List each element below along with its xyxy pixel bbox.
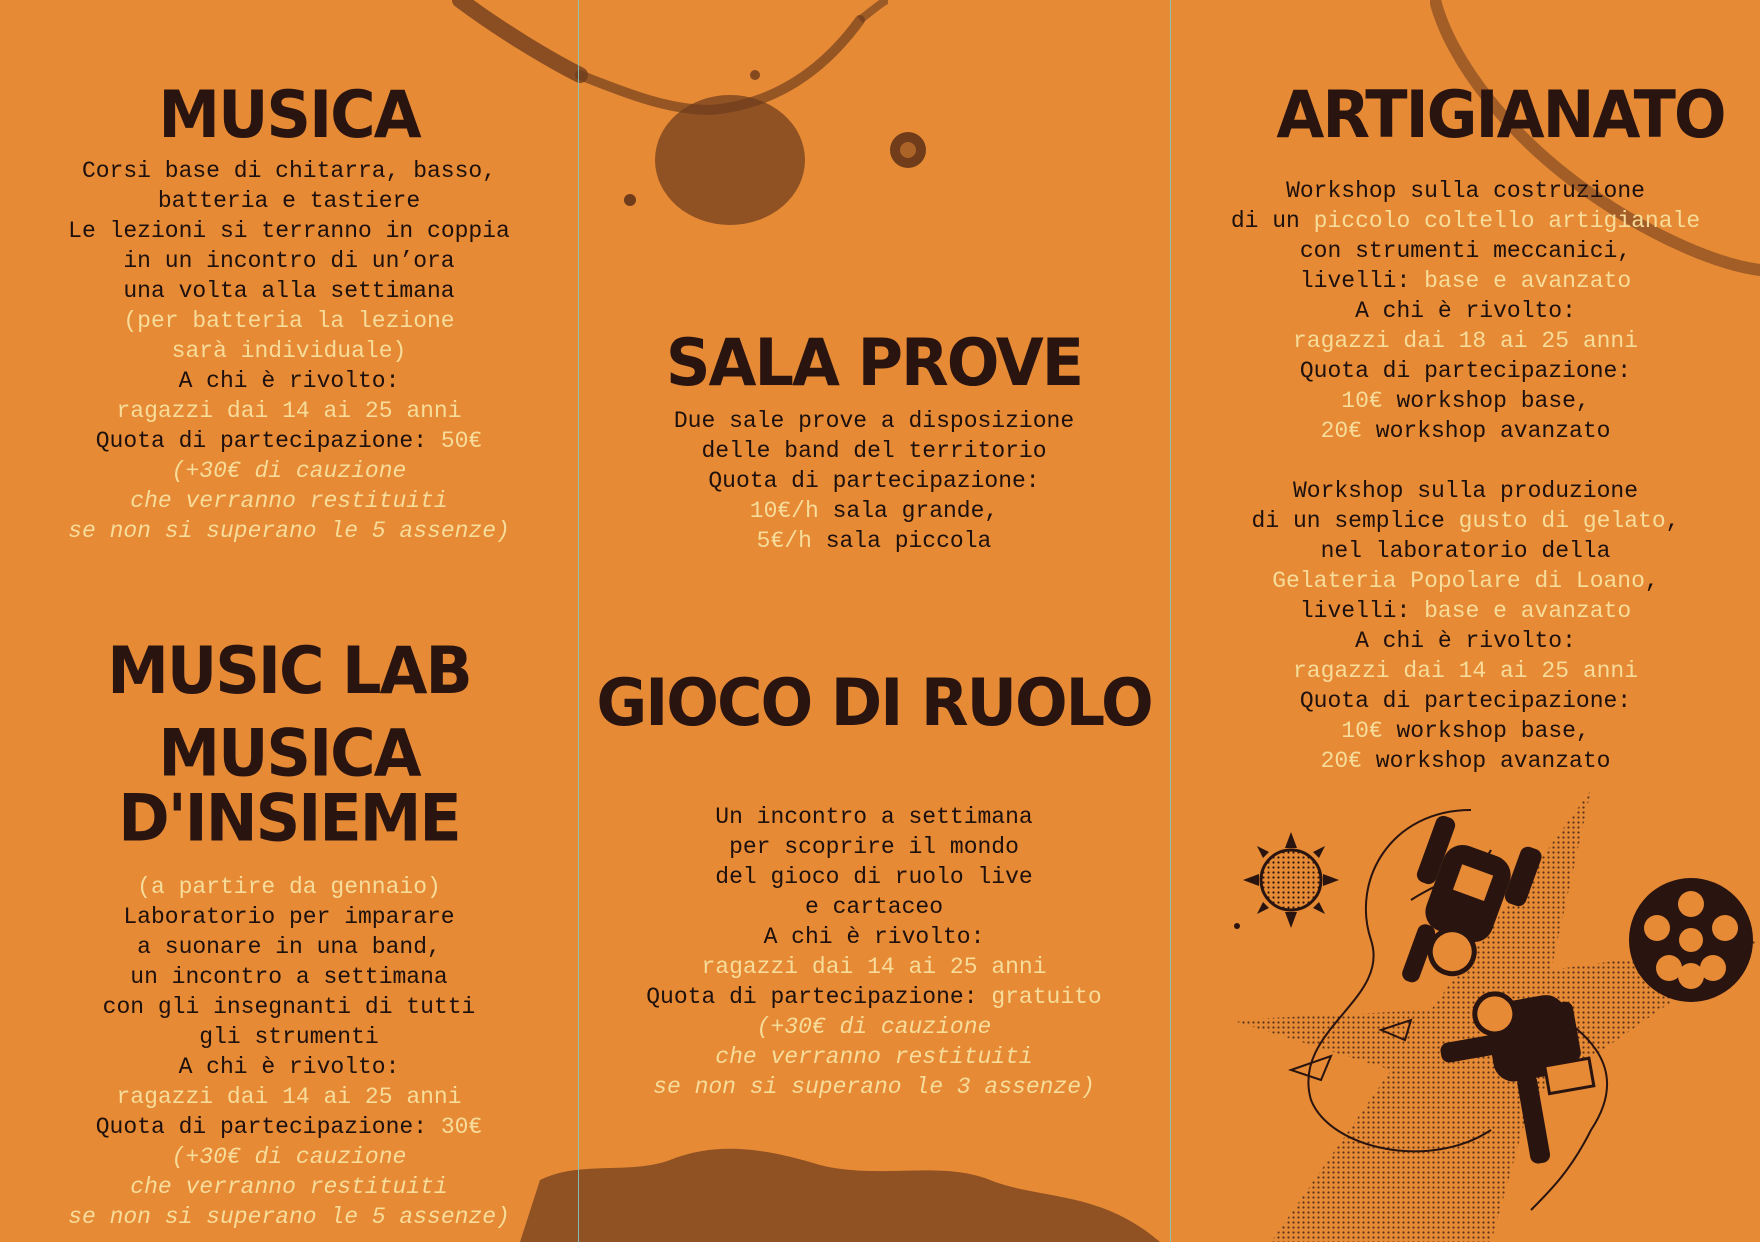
panel-right [1171, 0, 1760, 1242]
artigianato-body: Workshop sulla costruzione di un piccolo coltello artigianale con strumenti meccanici, livelli: base e avanzato A chi è rivolto: ragazzi dai 18 ai 25 anni Quota di partecipazione: 10€ workshop base, 20€ workshop avanzato Workshop sulla produzione di un semplice gusto di gelato, nel laboratorio della Gelateria Popolare di Loano, livelli: base e avanzato A chi è rivolto: ragazzi dai 14 ai 25 anni Quota di partecipazione: 10€ workshop base, 20€ workshop avanzato [1230, 178, 1701, 774]
astronauts-illustration [1171, 770, 1760, 1242]
panel-middle [578, 0, 1170, 1242]
film-reel-icon [1629, 878, 1753, 1002]
heading-musica-dinsieme: MUSICA D'INSIEME [118, 714, 460, 857]
sun-icon [1243, 832, 1339, 928]
heading-artigianato: ARTIGIANATO [1276, 76, 1725, 153]
heading-musica: MUSICA [158, 76, 420, 153]
gioco-di-ruolo-body: Un incontro a settimana per scoprire il mondo del gioco di ruolo live e cartaceo A chi è rivolto: ragazzi dai 14 ai 25 anni Quota di partecipazione: gratuito (+30€ di cauzione che verranno restituiti se non si superano le 3 assenze) [646, 804, 1102, 1100]
section-musica [0, 76, 578, 546]
sala-prove-body: Due sale prove a disposizione delle band del territorio Quota di partecipazione: 10€/h sala grande, 5€/h sala piccola [673, 408, 1075, 554]
heading-music-lab: MUSIC LAB [107, 632, 471, 709]
section-gioco-di-ruolo [578, 664, 1170, 1102]
section-artigianato [1171, 76, 1760, 776]
musica-body: Corsi base di chitarra, basso, batteria e tastiere Le lezioni si terranno in coppia in un incontro di un’ora una volta alla settimana (per batteria la lezione sarà individuale) A chi è rivolto: ragazzi dai 14 ai 25 anni Quota di partecipazione: 50€ (+30€ di cauzione che verranno restituiti se non si superano le 5 assenze) [68, 158, 510, 544]
heading-sala-prove: SALA PROVE [665, 324, 1083, 401]
section-music-lab [0, 632, 578, 1232]
section-sala-prove [578, 324, 1170, 556]
panel-left [0, 0, 578, 1242]
heading-gioco-di-ruolo: GIOCO DI RUOLO [596, 664, 1152, 741]
music-lab-body: (a partire da gennaio) Laboratorio per imparare a suonare in una band, un incontro a settimana con gli insegnanti di tutti gli strumenti A chi è rivolto: ragazzi dai 14 ai 25 anni Quota di partecipazione: 30€ (+30€ di cauzione che verranno restituiti se non si superano le 5 assenze) [68, 874, 510, 1230]
